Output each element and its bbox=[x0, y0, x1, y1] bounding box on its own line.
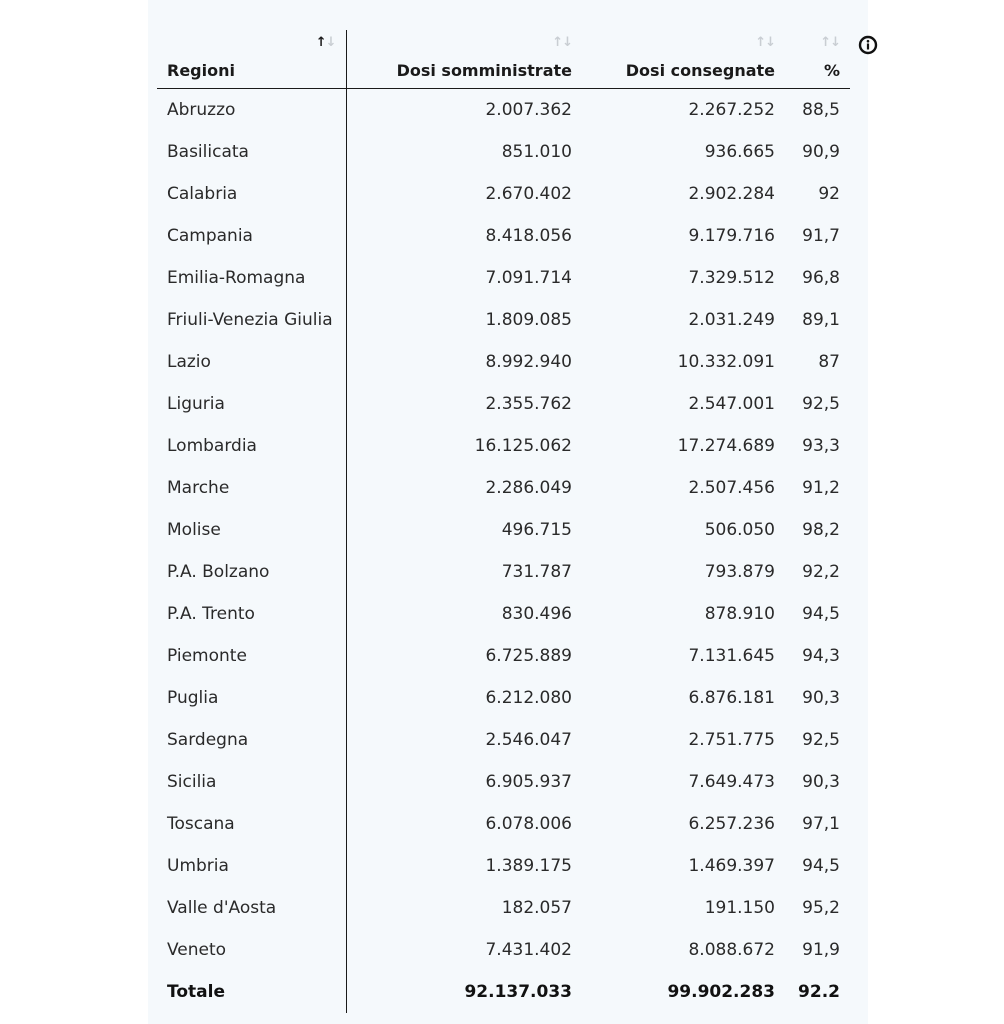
dosi-somministrate-cell: 6.725.889 bbox=[485, 646, 572, 666]
table-row bbox=[157, 929, 850, 971]
dosi-somministrate-cell: 496.715 bbox=[501, 520, 572, 540]
table-row bbox=[157, 803, 850, 845]
table-row bbox=[157, 425, 850, 467]
table-row bbox=[157, 257, 850, 299]
percent-cell: 94,5 bbox=[802, 604, 840, 624]
percent-cell: 95,2 bbox=[802, 898, 840, 918]
percent-cell: 87 bbox=[818, 352, 840, 372]
percent-cell: 91,9 bbox=[802, 940, 840, 960]
region-cell: Lombardia bbox=[157, 425, 346, 467]
table-row bbox=[157, 635, 850, 677]
column-header-dosi-consegnate[interactable] bbox=[582, 30, 785, 89]
region-cell: Sicilia bbox=[157, 761, 346, 803]
region-cell: Liguria bbox=[157, 383, 346, 425]
dosi-somministrate-cell: 2.286.049 bbox=[485, 478, 572, 498]
dosi-consegnate-cell: 6.257.236 bbox=[688, 814, 775, 834]
dosi-somministrate-cell: 8.418.056 bbox=[485, 226, 572, 246]
region-cell: Umbria bbox=[157, 845, 346, 887]
dosi-somministrate-cell: 16.125.062 bbox=[474, 436, 572, 456]
dosi-somministrate-cell: 2.355.762 bbox=[485, 394, 572, 414]
dosi-somministrate-cell: 182.057 bbox=[501, 898, 572, 918]
dosi-somministrate-cell: 6.212.080 bbox=[485, 688, 572, 708]
region-cell: Friuli-Venezia Giulia bbox=[157, 299, 346, 341]
dosi-somministrate-cell: 8.992.940 bbox=[485, 352, 572, 372]
dosi-consegnate-cell: 8.088.672 bbox=[688, 940, 775, 960]
table-row bbox=[157, 215, 850, 257]
percent-cell: 90,3 bbox=[802, 772, 840, 792]
table-row bbox=[157, 341, 850, 383]
dosi-somministrate-cell: 851.010 bbox=[501, 142, 572, 162]
dosi-consegnate-cell: 2.267.252 bbox=[688, 100, 775, 120]
table-row bbox=[157, 887, 850, 929]
dosi-consegnate-cell: 2.751.775 bbox=[688, 730, 775, 750]
percent-cell: 92,2 bbox=[802, 562, 840, 582]
dosi-somministrate-cell: 731.787 bbox=[501, 562, 572, 582]
region-cell: Emilia-Romagna bbox=[157, 257, 346, 299]
table-row bbox=[157, 299, 850, 341]
dosi-somministrate-cell: 92.137.033 bbox=[464, 982, 572, 1002]
table-header-row bbox=[157, 30, 850, 89]
dosi-consegnate-cell: 191.150 bbox=[704, 898, 775, 918]
dosi-consegnate-cell: 9.179.716 bbox=[688, 226, 775, 246]
column-header-label: Dosi consegnate bbox=[625, 61, 775, 80]
column-header-label: Regioni bbox=[167, 61, 235, 80]
dosi-consegnate-cell: 2.547.001 bbox=[688, 394, 775, 414]
column-header-percent[interactable] bbox=[785, 30, 850, 89]
table-row bbox=[157, 467, 850, 509]
region-cell: P.A. Trento bbox=[157, 593, 346, 635]
percent-cell: 92 bbox=[818, 184, 840, 204]
dosi-consegnate-cell: 6.876.181 bbox=[688, 688, 775, 708]
dosi-consegnate-cell: 99.902.283 bbox=[667, 982, 775, 1002]
region-cell: Abruzzo bbox=[157, 89, 346, 132]
table-row bbox=[157, 89, 850, 132]
column-header-regioni[interactable] bbox=[157, 30, 346, 89]
region-cell: Campania bbox=[157, 215, 346, 257]
dosi-consegnate-cell: 2.031.249 bbox=[688, 310, 775, 330]
dosi-consegnate-cell: 2.902.284 bbox=[688, 184, 775, 204]
dosi-somministrate-cell: 2.007.362 bbox=[485, 100, 572, 120]
dosi-consegnate-cell: 793.879 bbox=[704, 562, 775, 582]
percent-cell: 91,7 bbox=[802, 226, 840, 246]
region-cell: Toscana bbox=[157, 803, 346, 845]
dosi-somministrate-cell: 6.905.937 bbox=[485, 772, 572, 792]
percent-cell: 88,5 bbox=[802, 100, 840, 120]
region-cell: Valle d'Aosta bbox=[157, 887, 346, 929]
percent-cell: 89,1 bbox=[802, 310, 840, 330]
percent-cell: 94,3 bbox=[802, 646, 840, 666]
dosi-consegnate-cell: 1.469.397 bbox=[688, 856, 775, 876]
info-icon[interactable] bbox=[858, 35, 878, 55]
percent-cell: 92,5 bbox=[802, 394, 840, 414]
dosi-consegnate-cell: 7.649.473 bbox=[688, 772, 775, 792]
dosi-somministrate-cell: 2.546.047 bbox=[485, 730, 572, 750]
dosi-consegnate-cell: 506.050 bbox=[704, 520, 775, 540]
region-cell: Totale bbox=[157, 971, 346, 1013]
percent-cell: 90,3 bbox=[802, 688, 840, 708]
dosi-somministrate-cell: 7.431.402 bbox=[485, 940, 572, 960]
total-row bbox=[157, 971, 850, 1013]
percent-cell: 91,2 bbox=[802, 478, 840, 498]
percent-cell: 92,5 bbox=[802, 730, 840, 750]
dosi-somministrate-cell: 830.496 bbox=[501, 604, 572, 624]
region-cell: Piemonte bbox=[157, 635, 346, 677]
region-cell: Calabria bbox=[157, 173, 346, 215]
region-cell: Marche bbox=[157, 467, 346, 509]
column-header-dosi-somministrate[interactable] bbox=[346, 30, 582, 89]
dosi-consegnate-cell: 2.507.456 bbox=[688, 478, 775, 498]
table-row bbox=[157, 719, 850, 761]
table-row bbox=[157, 131, 850, 173]
dosi-consegnate-cell: 878.910 bbox=[704, 604, 775, 624]
dosi-somministrate-cell: 2.670.402 bbox=[485, 184, 572, 204]
dosi-consegnate-cell: 10.332.091 bbox=[677, 352, 775, 372]
dosi-consegnate-cell: 17.274.689 bbox=[677, 436, 775, 456]
table-row bbox=[157, 593, 850, 635]
table-row bbox=[157, 509, 850, 551]
table-body bbox=[157, 89, 850, 1014]
sort-icon[interactable]: ↑↓ bbox=[315, 35, 336, 50]
table-row bbox=[157, 845, 850, 887]
sort-icon[interactable]: ↑↓ bbox=[755, 35, 775, 50]
sort-icon[interactable]: ↑↓ bbox=[820, 35, 840, 50]
percent-cell: 96,8 bbox=[802, 268, 840, 288]
table-row bbox=[157, 551, 850, 593]
dosi-somministrate-cell: 6.078.006 bbox=[485, 814, 572, 834]
column-header-label: % bbox=[823, 61, 840, 80]
table-row bbox=[157, 677, 850, 719]
percent-cell: 93,3 bbox=[802, 436, 840, 456]
table-row bbox=[157, 383, 850, 425]
sort-icon[interactable]: ↑↓ bbox=[552, 35, 572, 50]
dosi-consegnate-cell: 7.329.512 bbox=[688, 268, 775, 288]
column-header-label: Dosi somministrate bbox=[396, 61, 572, 80]
region-cell: Veneto bbox=[157, 929, 346, 971]
dosi-consegnate-cell: 936.665 bbox=[704, 142, 775, 162]
region-cell: Puglia bbox=[157, 677, 346, 719]
region-cell: Basilicata bbox=[157, 131, 346, 173]
percent-cell: 98,2 bbox=[802, 520, 840, 540]
region-cell: Sardegna bbox=[157, 719, 346, 761]
region-cell: Molise bbox=[157, 509, 346, 551]
dosi-somministrate-cell: 1.809.085 bbox=[485, 310, 572, 330]
percent-cell: 92.2 bbox=[798, 982, 840, 1002]
table-row bbox=[157, 173, 850, 215]
dosi-somministrate-cell: 7.091.714 bbox=[485, 268, 572, 288]
percent-cell: 97,1 bbox=[802, 814, 840, 834]
percent-cell: 90,9 bbox=[802, 142, 840, 162]
vaccine-doses-table bbox=[157, 30, 850, 1013]
table-row bbox=[157, 761, 850, 803]
dosi-somministrate-cell: 1.389.175 bbox=[485, 856, 572, 876]
region-cell: P.A. Bolzano bbox=[157, 551, 346, 593]
region-cell: Lazio bbox=[157, 341, 346, 383]
dosi-consegnate-cell: 7.131.645 bbox=[688, 646, 775, 666]
percent-cell: 94,5 bbox=[802, 856, 840, 876]
